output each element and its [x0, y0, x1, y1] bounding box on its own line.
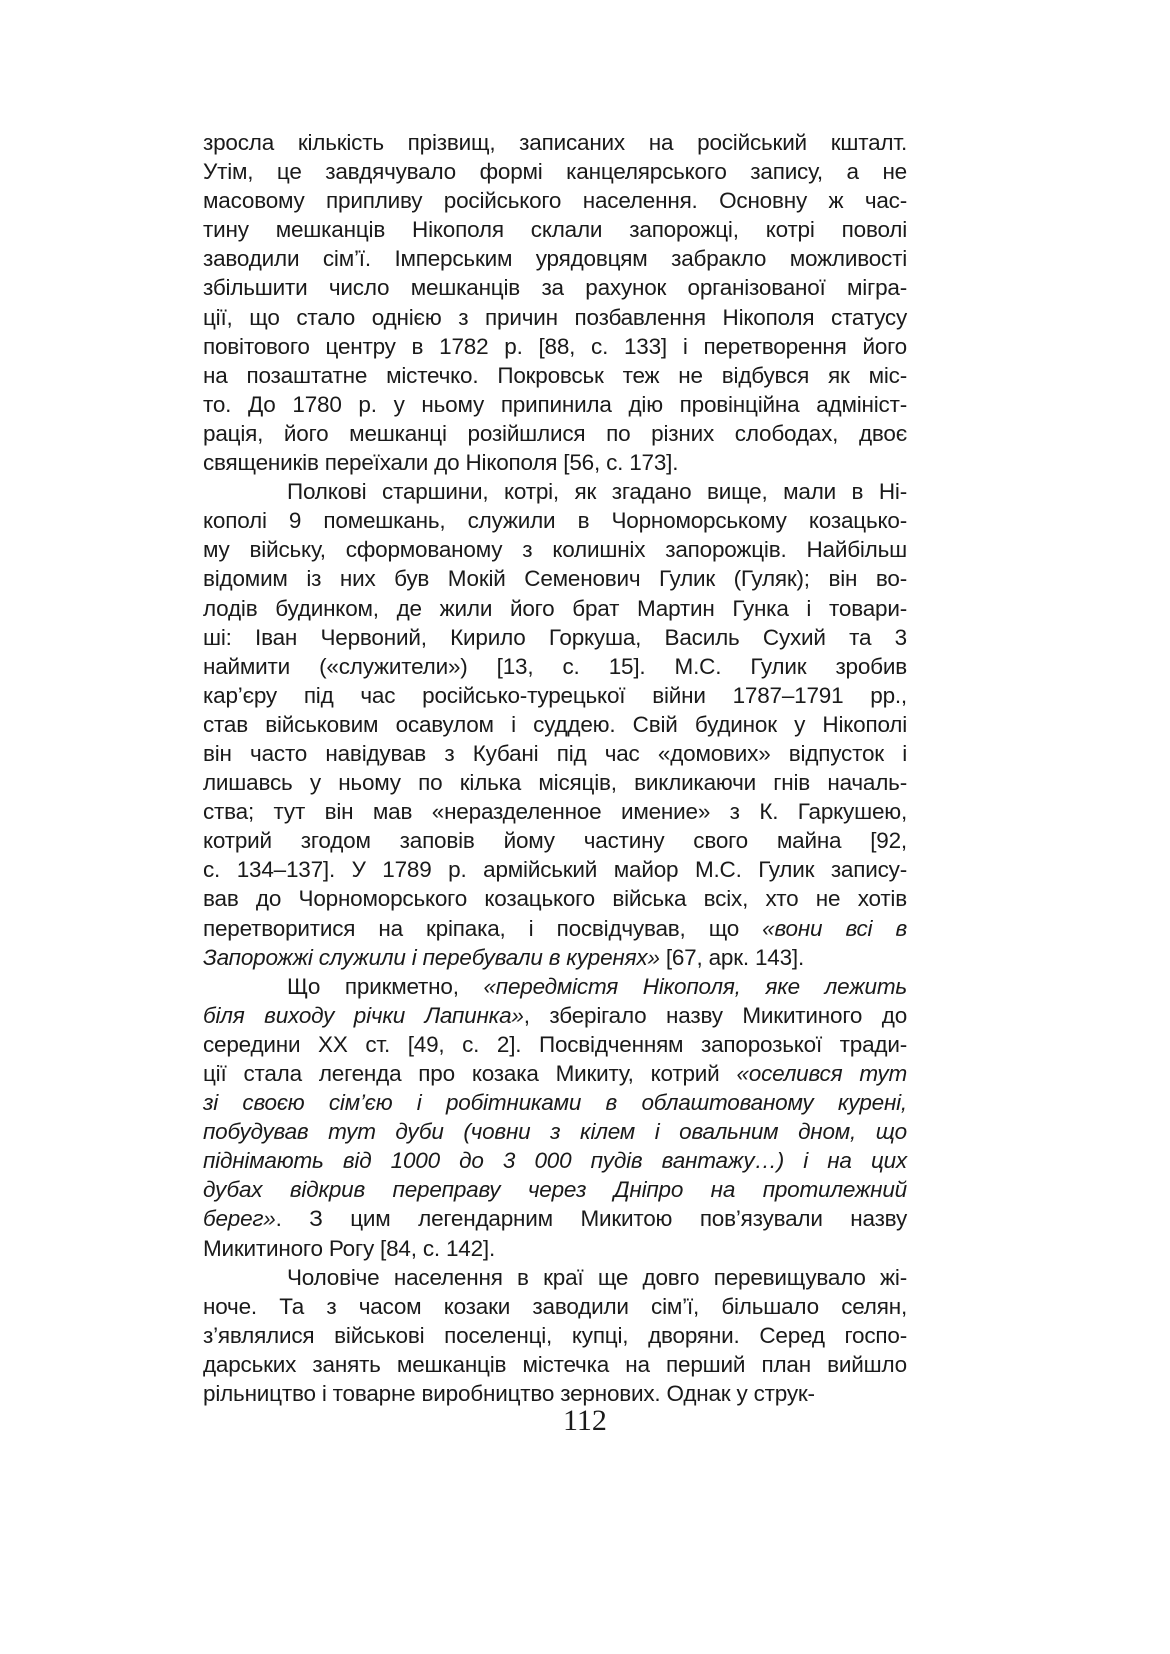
- text-line: [203, 448, 907, 477]
- text-run: кар’єру під час російсько-турецької війни 1787–1791 рр.,: [203, 682, 907, 708]
- text-line: [203, 506, 907, 535]
- text-line: [203, 681, 907, 710]
- text-run: [67, арк. 143].: [659, 944, 805, 970]
- text-line: [203, 768, 907, 797]
- text-run: дарських занять мешканців містечка на перший план вийшло: [203, 1351, 907, 1377]
- text-run: ноче. Та з часом козаки заводили сім’ї, більшало селян,: [203, 1293, 907, 1319]
- text-run: з’являлися військові поселенці, купці, дворяни. Серед госпо-: [203, 1322, 907, 1348]
- text-line: [203, 215, 907, 244]
- italic-quote: зі своєю сім’єю і робітниками в облаштованому курені,: [203, 1090, 907, 1116]
- italic-quote: дубах відкрив переправу через Дніпро на протилежний: [203, 1177, 907, 1203]
- text-line: [203, 943, 907, 972]
- text-line: [203, 390, 907, 419]
- text-run: ші: Іван Червоний, Кирило Горкуша, Василь Сухий та 3: [203, 624, 907, 650]
- text-run: відомим із них був Мокій Семенович Гулик (Гуляк); він во-: [203, 566, 907, 592]
- text-line: [203, 1321, 907, 1350]
- text-run: ції, що стало однією з причин позбавлення Нікополя статусу: [203, 304, 907, 330]
- italic-quote: «оселився тут: [736, 1061, 907, 1086]
- text-line: [203, 739, 907, 768]
- text-line: [203, 157, 907, 186]
- italic-quote: побудував тут дуби (човни з кілем і овальним дном, що: [203, 1119, 907, 1145]
- text-run: лишавсь у ньому по кілька місяців, викликаючи гнів началь-: [203, 770, 907, 796]
- text-run: масовому припливу російського населення. Основну ж час-: [203, 188, 907, 214]
- text-line: [203, 1001, 907, 1030]
- text-line: [203, 361, 907, 390]
- paragraph: [203, 1263, 907, 1408]
- text-line: [203, 1059, 907, 1088]
- text-run: заводили сім’ї. Імперським урядовцям забракло можливості: [203, 246, 907, 272]
- text-line: [203, 128, 907, 157]
- text-line: [203, 1350, 907, 1379]
- text-line: [203, 914, 907, 943]
- text-line: [203, 972, 907, 1001]
- text-run: Микитиного Рогу [84, с. 142].: [203, 1235, 496, 1261]
- italic-quote: Запорожжі служили і перебували в куренях»: [203, 944, 660, 970]
- text-run: на позаштатне містечко. Покровськ теж не відбувся як міс-: [203, 362, 907, 388]
- text-line: [203, 477, 907, 506]
- text-line: [203, 1088, 907, 1117]
- text-line: [203, 652, 907, 681]
- italic-quote: піднімають від 1000 до 3 000 пудів вантажу…) і на цих: [203, 1148, 907, 1174]
- paragraph: [203, 972, 907, 1263]
- italic-quote: біля виходу річки Лапинка»: [203, 1002, 524, 1028]
- italic-quote: «передмістя Нікополя, яке лежить: [483, 973, 908, 999]
- text-run: священиків переїхали до Нікополя [56, с. 173].: [203, 450, 679, 476]
- text-run: Утім, це завдячувало формі канцелярського запису, а не: [203, 159, 907, 185]
- text-run: став військовим осавулом і суддею. Свій будинок у Нікополі: [203, 711, 907, 737]
- text-line: [203, 1175, 907, 1204]
- text-line: [203, 710, 907, 739]
- text-line: [203, 1292, 907, 1321]
- text-line: [203, 186, 907, 215]
- text-run: кополі 9 помешкань, служили в Чорноморському козацько-: [203, 508, 907, 534]
- text-line: [203, 273, 907, 302]
- text-line: [203, 884, 907, 913]
- text-line: [203, 332, 907, 361]
- paragraph: [203, 128, 907, 477]
- text-line: [203, 797, 907, 826]
- text-line: [203, 244, 907, 273]
- text-line: [203, 1234, 907, 1263]
- text-line: [203, 303, 907, 332]
- text-line: [203, 1117, 907, 1146]
- text-run: , зберігало назву Микитиного до: [523, 1002, 908, 1028]
- text-run: наймити («служители») [13, с. 15]. М.С. Гулик зробив: [203, 653, 907, 679]
- page-number: 112: [563, 1404, 607, 1437]
- text-run: лодів будинком, де жили його брат Мартин Гунка і товари-: [203, 595, 907, 621]
- text-run: він часто навідував з Кубані під час «домових» відпусток і: [203, 740, 907, 766]
- text-line: [203, 564, 907, 593]
- text-line: [203, 1204, 907, 1233]
- text-run: котрий згодом заповів йому частину свого майна [92,: [203, 828, 907, 854]
- text-line: [203, 1146, 907, 1175]
- text-run: с. 134–137]. У 1789 р. армійський майор М.С. Гулик запису-: [203, 857, 907, 883]
- text-run: вав до Чорноморського козацького війська всіх, хто не хотів: [203, 886, 907, 912]
- body-text: [203, 128, 907, 1408]
- text-line: [203, 594, 907, 623]
- text-line: [203, 1030, 907, 1059]
- paragraph: [203, 477, 907, 972]
- text-run: . З цим легендарним Микитою пов’язували назву: [275, 1206, 907, 1232]
- text-run: рільництво і товарне виробництво зернових. Однак у струк-: [203, 1381, 815, 1407]
- text-run: перетворитися на кріпака, і посвідчував, що: [203, 915, 763, 941]
- text-run: повітового центру в 1782 р. [88, с. 133] і перетворення його: [203, 333, 907, 359]
- text-run: му війську, сформованому з колишніх запорожців. Найбільш: [203, 537, 907, 563]
- text-run: зросла кількість прізвищ, записаних на російський кшталт.: [203, 130, 907, 155]
- italic-quote: «вони всі в: [762, 915, 907, 941]
- italic-quote: берег»: [203, 1206, 276, 1232]
- text-run: Полкові старшини, котрі, як згадано вище, мали в Ні-: [287, 479, 907, 505]
- text-run: Що прикметно,: [287, 973, 484, 999]
- text-run: збільшити число мешканців за рахунок організованої мігра-: [203, 275, 907, 301]
- text-line: [203, 535, 907, 564]
- text-line: [203, 419, 907, 448]
- text-run: то. До 1780 р. у ньому припинила дію провінційна адмініст-: [203, 391, 907, 417]
- text-run: рація, його мешканці розійшлися по різних слободах, двоє: [203, 420, 907, 446]
- text-run: ції стала легенда про козака Микиту, котрий: [203, 1061, 737, 1086]
- text-run: ства; тут він мав «неразделенное имение» з К. Гаркушею,: [203, 799, 907, 825]
- text-run: Чоловіче населення в краї ще довго перевищувало жі-: [287, 1264, 907, 1290]
- text-line: [203, 1263, 907, 1292]
- text-line: [203, 623, 907, 652]
- text-run: середини XX ст. [49, с. 2]. Посвідченням запорозької тради-: [203, 1031, 907, 1057]
- text-line: [203, 855, 907, 884]
- text-run: тину мешканців Нікополя склали запорожці, котрі поволі: [203, 217, 907, 243]
- text-line: [203, 826, 907, 855]
